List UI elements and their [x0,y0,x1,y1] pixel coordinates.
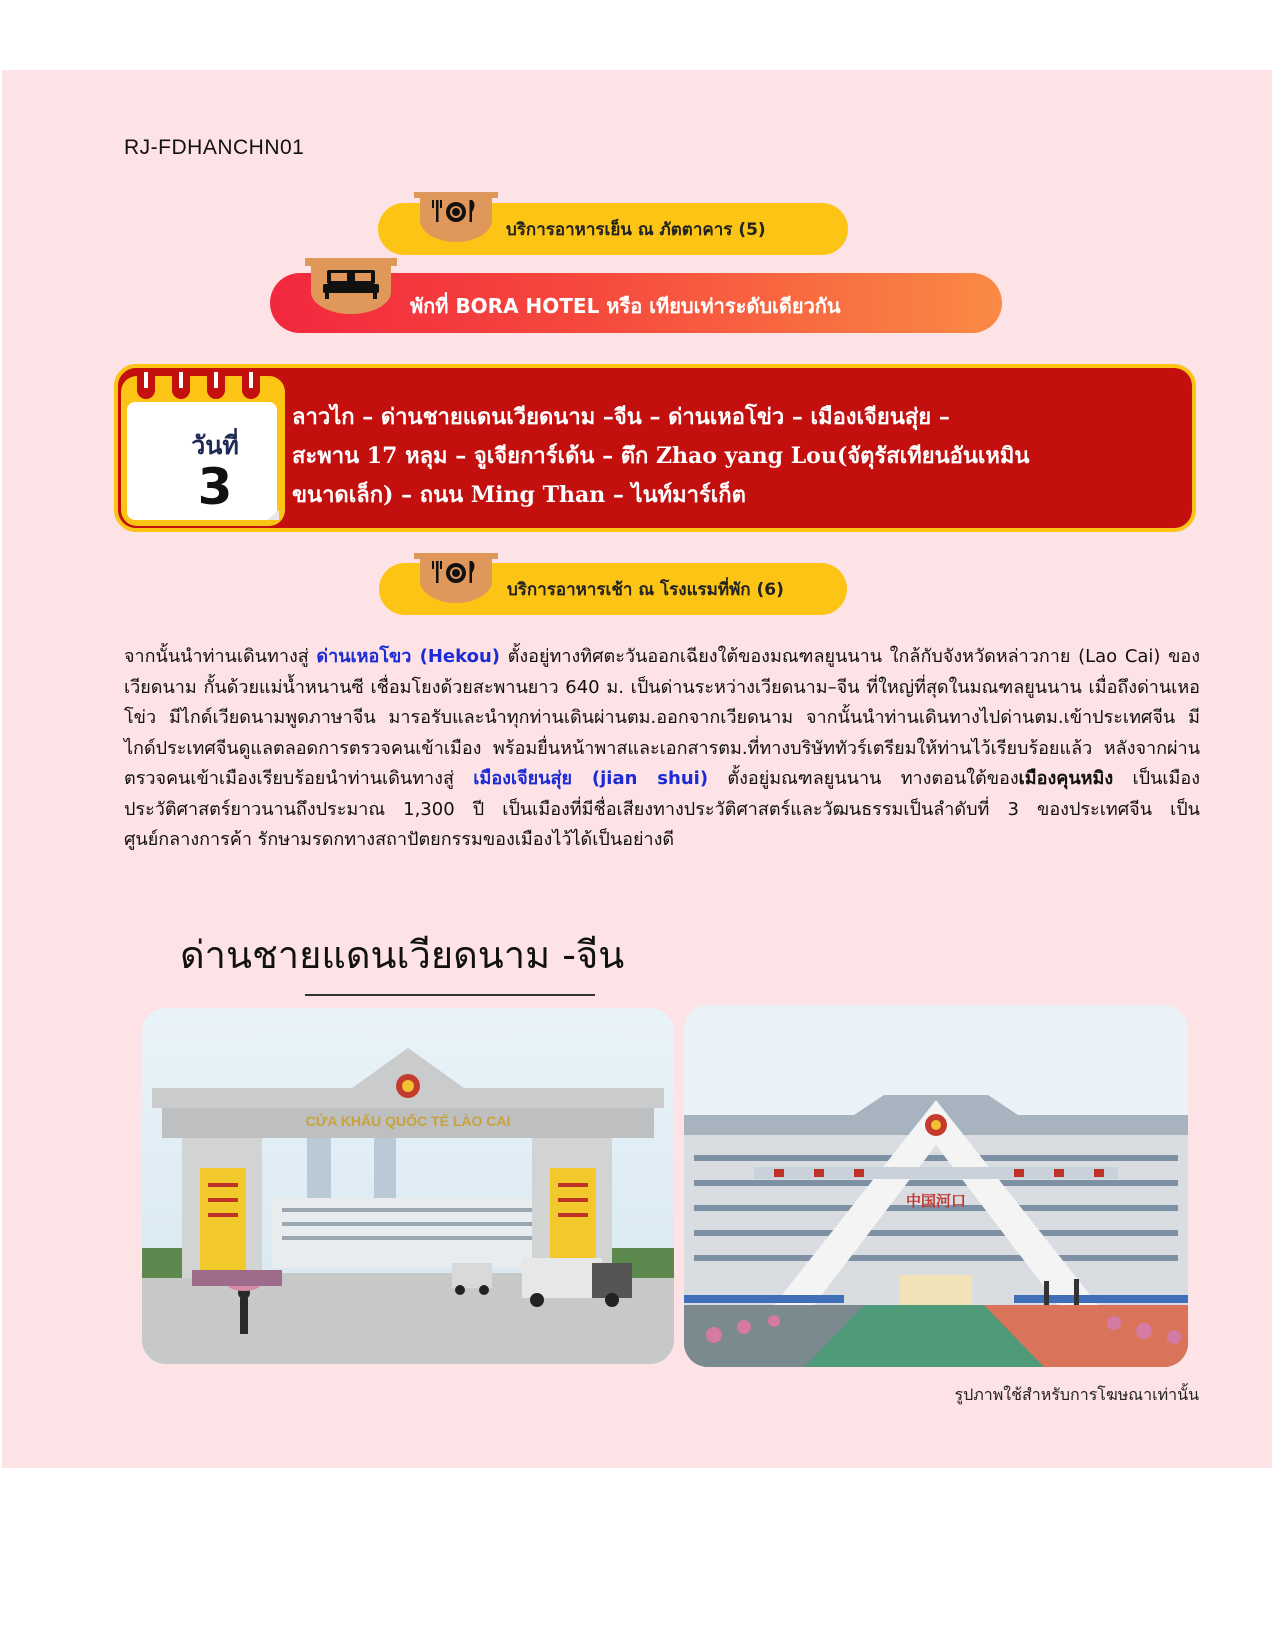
day-route-line: ขนาดเล็ก) – ถนน Ming Than – ไนท์มาร์เก็ต [292,482,746,508]
para-text: เป็นเมืองประวัติศาสตร์ยาวนานถึงประมาณ 1,300 ปี เป็นเมืองที่มีชื่อเสียงทางประวัติศาสตร์และวัฒนธรรมเป็นลำดับที่ 3 ของประเทศจีน เป็นศูนย์กลางการค้า รักษามรดกทางสถาปัตยกรรมของเมืองไว้ได้เป็นอย่างดี [124,768,1200,850]
bed-icon [305,258,397,314]
vietnam-gate-sign: CỬA KHẨU QUỐC TẾ LÀO CAI [305,1113,511,1129]
para-text: จากนั้นนำท่านเดินทางสู่ [124,646,317,667]
section-heading: ด่านชายแดนเวียดนาม -จีน [180,933,625,977]
image-caption: รูปภาพใช้สำหรับการโฆษณาเท่านั้น [954,1385,1199,1404]
day-number: 3 [197,458,233,516]
day-route-line: สะพาน 17 หลุม – จูเจียการ์เด้น – ตึก Zhao yang Lou(จัตุรัสเทียนอันเหมิน [292,443,1030,469]
day-route [292,398,1192,515]
hekou-highlight: ด่านเหอโขว (Hekou) [316,646,501,667]
jianshui-highlight: เมืองเจียนสุ่ย (jian shui) [473,768,709,789]
day-route-line: ลาวไก – ด่านชายแดนเวียดนาม –จีน – ด่านเหอโข่ว – เมืองเจียนสุ่ย – [292,404,950,430]
border-gate-photo-china [684,1005,1188,1367]
heading-underline [305,994,595,996]
para-text: ตั้งอยู่มณฑลยูนนาน ทางตอนใต้ของ [708,768,1019,789]
document-code: RJ-FDHANCHN01 [124,136,305,159]
day-word: วันที่ [191,431,239,460]
dining-icon [414,192,498,242]
breakfast-label: บริการอาหารเช้า ณ โรงแรมที่พัก (6) [507,580,784,600]
hotel-label: พักที่ BORA HOTEL หรือ เทียบเท่าระดับเดียวกัน [410,294,841,318]
border-gate-photo-vietnam [142,1008,674,1364]
para-text: ตั้งอยู่ทางทิศตะวันออกเฉียงใต้ของมณฑลยูนนาน ใกล้กับจังหวัดหล่าวกาย (Lao Cai) ของเวียดนาม กั้นด้วยแม่น้ำหนานซี เชื่อมโยงด้วยสะพานยาว 640 ม. เป็นด่านระหว่างเวียดนาม–จีน ที่ใหญ่ที่สุดในมณฑลยูนนาน เมื่อถึงด่านเหอโข่ว มีไกด์เวียดนามพูดภาษาจีน มารอรับและนำทุกท่านเดินผ่านตม.ออกจากเวียดนาม จากนั้นนำท่านเดินทางไปด่านตม.เข้าประเทศจีน มีไกด์ประเทศจีนดูแลตลอดการตรวจคนเข้าเมือง พร้อมยื่นหน้าพาสและเอกสารตม.ที่ทางบริษัททัวร์เตรียมให้ท่านไว้เรียบร้อยแล้ว หลังจากผ่านตรวจคนเข้าเมืองเรียบร้อยนำท่านเดินทางสู่ [124,646,1201,789]
dinner-label: บริการอาหารเย็น ณ ภัตตาคาร (5) [506,220,766,240]
kunming-highlight: เมืองคุนหมิง [1018,768,1114,789]
dining-icon [414,553,498,603]
china-gate-sign: 中国河口 [905,1192,967,1210]
description-paragraph [124,642,1200,856]
